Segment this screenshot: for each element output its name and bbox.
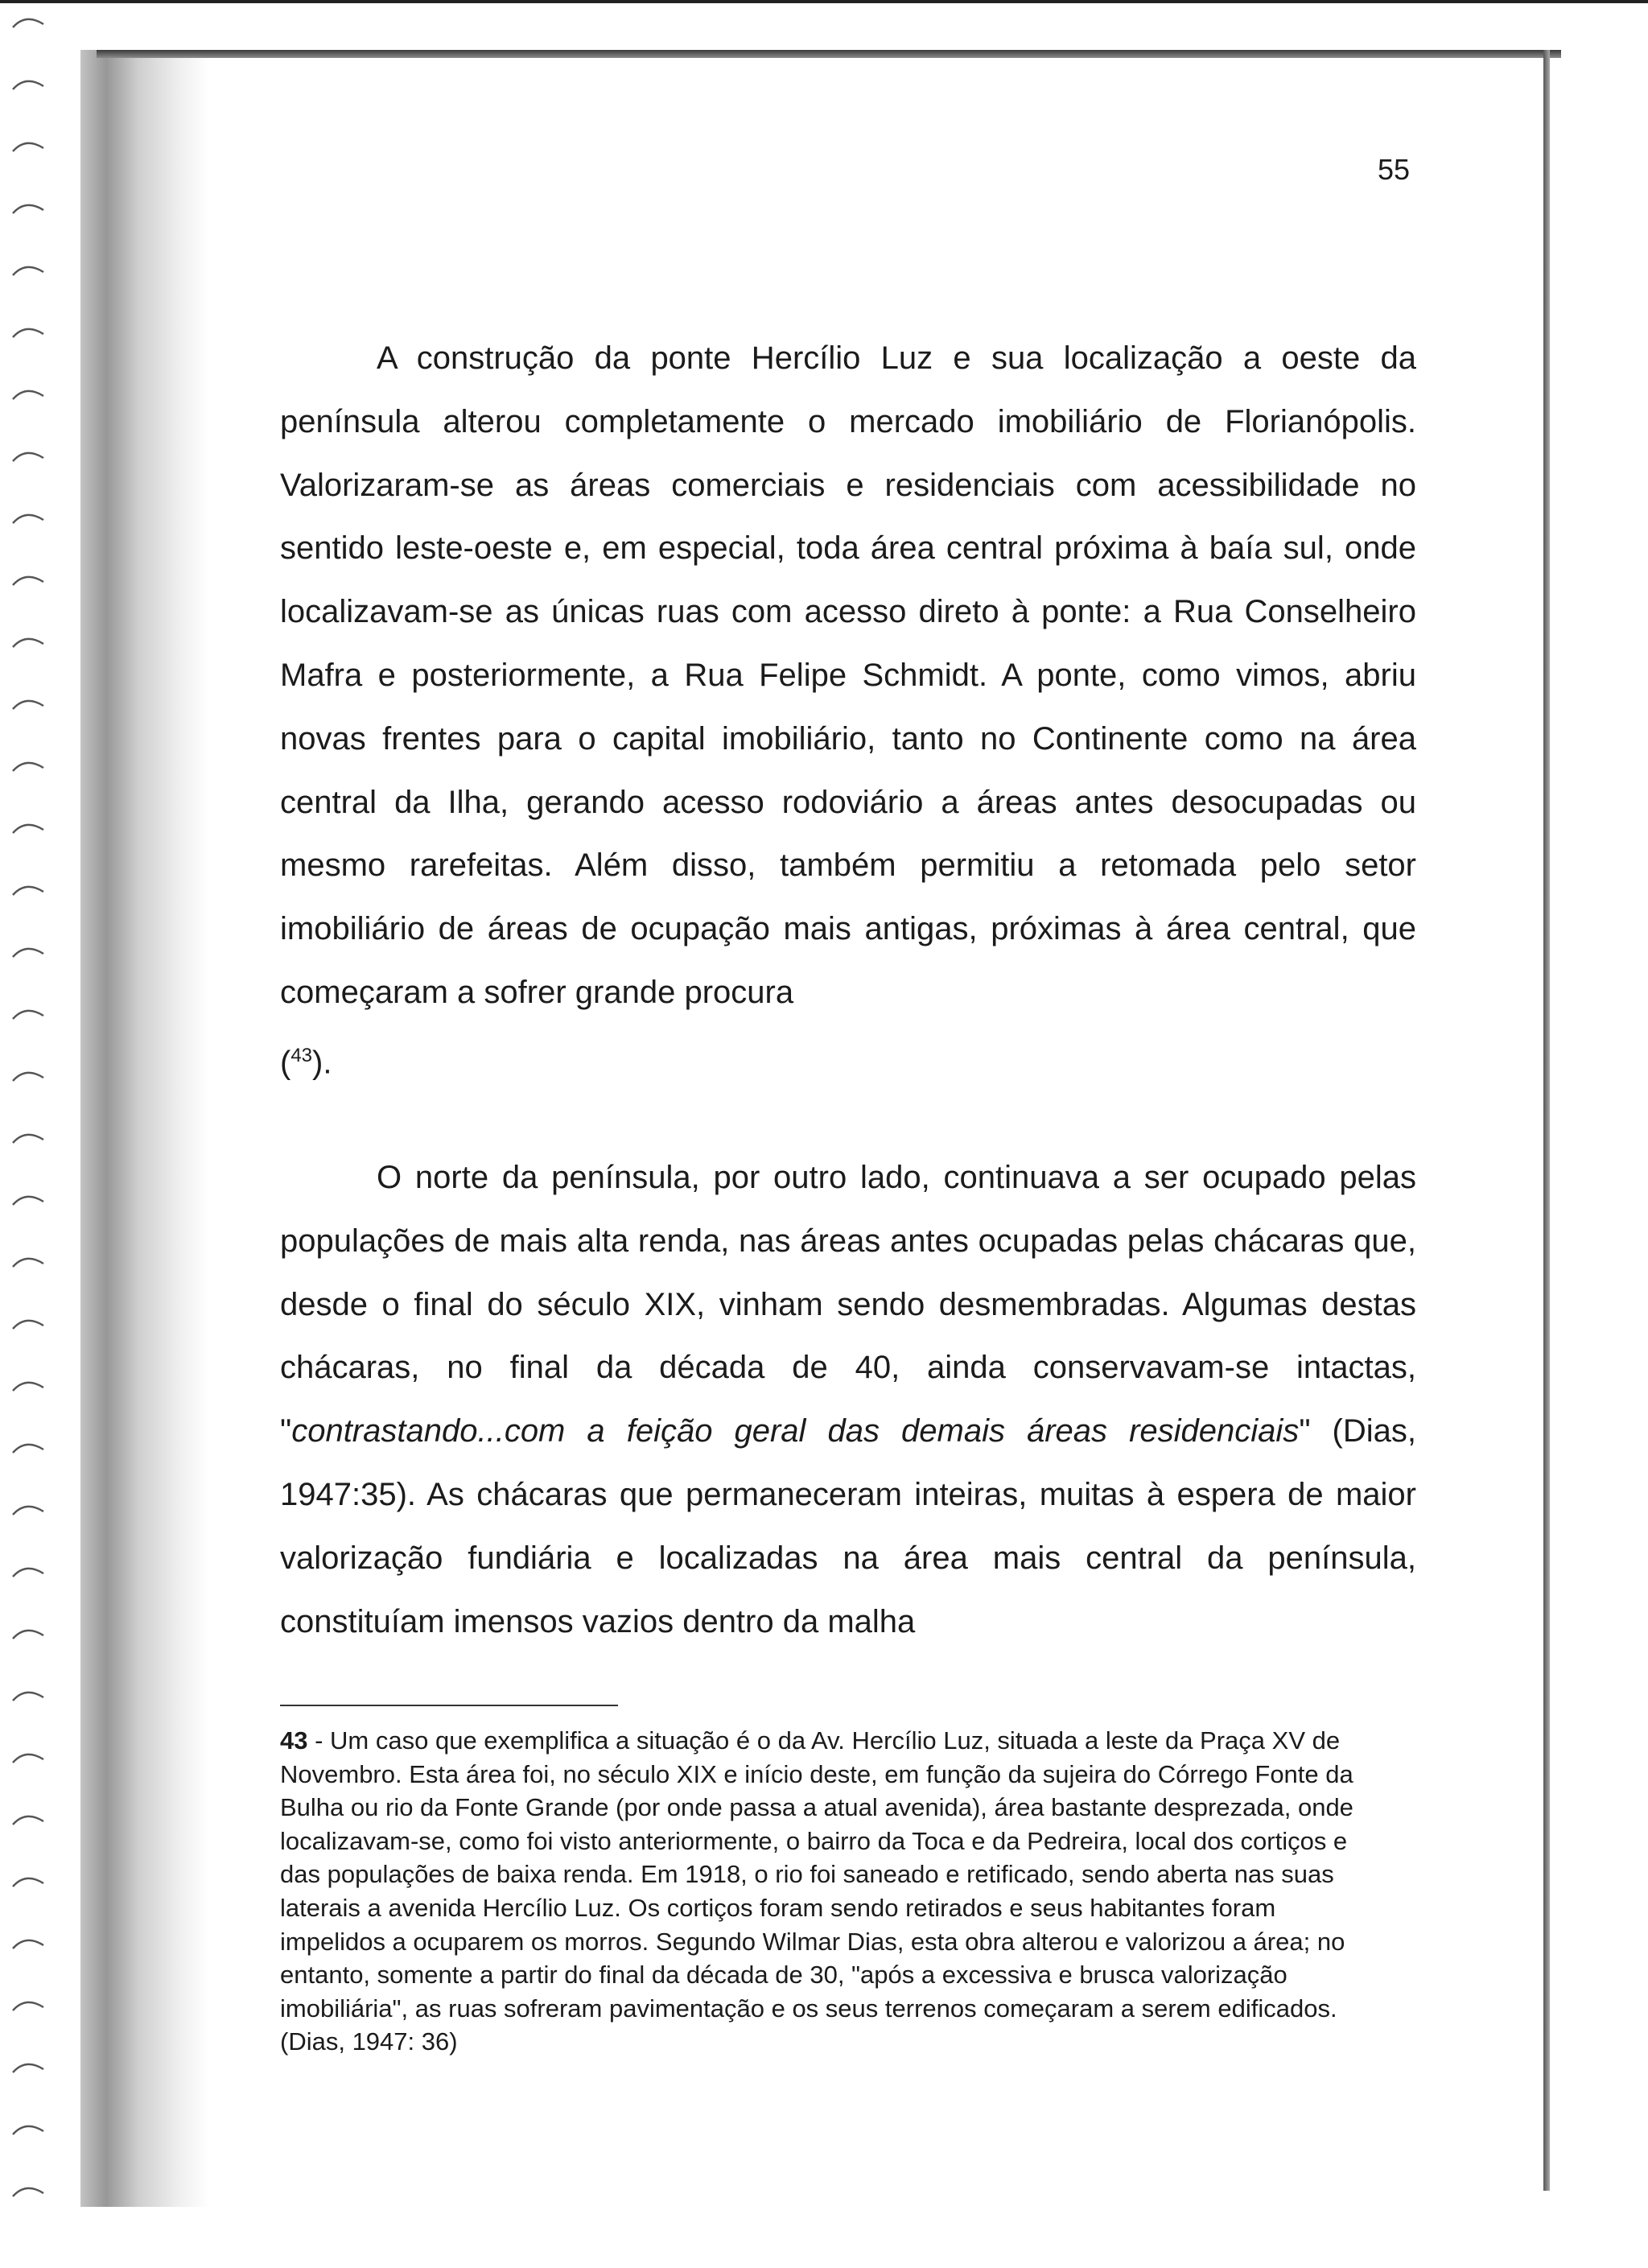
binding-arc bbox=[13, 1940, 43, 1948]
binding-arc bbox=[13, 1878, 43, 1887]
binding-arc bbox=[13, 639, 43, 647]
binding-arc bbox=[13, 515, 43, 523]
paragraph-1-text: A construção da ponte Hercílio Luz e sua localização a oeste da península alterou completamente o mercado imobiliário de Florianópolis. Valorizaram-se as áreas comerciais e residenciais com acessibilidade no sentido leste-oeste e, em especial, toda área central próxima à baía sul, onde localizavam-se as únicas ruas com acesso direto à ponte: a Rua Conselheiro Mafra e posteriormente, a Rua Felipe Schmidt. A ponte, como vimos, abriu novas frentes para o capital imobiliário, tanto no Continente como na área central da Ilha, gerando acesso rodoviário a áreas antes desocupadas ou mesmo rarefeitas. Além disso, também permitiu a retomada pelo setor imobiliário de áreas de ocupação mais antigas, próximas à área central, que começaram a sofrer grande procura bbox=[280, 340, 1416, 1010]
scan-frame-top bbox=[97, 50, 1561, 58]
binding-arc bbox=[13, 267, 43, 275]
binding-arc bbox=[13, 1135, 43, 1143]
binding-arc bbox=[13, 701, 43, 709]
binding-arc bbox=[13, 1693, 43, 1701]
binding-arc bbox=[13, 1507, 43, 1515]
binding-arc bbox=[13, 1259, 43, 1267]
binding-arc bbox=[13, 1631, 43, 1639]
paragraph-2-text-b: " (Dias, 1947:35). As chácaras que permaneceram inteiras, muitas à espera de maior valorização fundiária e localizadas na área mais central da península, constituíam imensos vazios dentro da malha bbox=[280, 1413, 1417, 1639]
footnote-separator bbox=[280, 1705, 618, 1706]
binding-arc bbox=[13, 949, 43, 957]
binding-arc bbox=[13, 825, 43, 833]
binding-arc bbox=[13, 2126, 43, 2134]
paragraph-2-text-a: O norte da península, por outro lado, continuava a ser ocupado pelas populações de mais alta renda, nas áreas antes ocupadas pelas chácaras que, desde o final do século XIX, vinham sendo desmembradas. Algumas destas chácaras, no final da década de 40, ainda conservavam-se intactas, " bbox=[280, 1160, 1416, 1449]
binding-arc bbox=[13, 2002, 43, 2010]
binding-arc bbox=[13, 2188, 43, 2196]
binding-arc bbox=[13, 1073, 43, 1081]
quotation-italic: contrastando...com a feição geral das demais áreas residenciais bbox=[291, 1413, 1300, 1449]
reference-43: 43 bbox=[290, 1044, 313, 1066]
binding-arc bbox=[13, 1321, 43, 1329]
reference-open: ( bbox=[280, 1045, 291, 1081]
binding-arc bbox=[13, 205, 43, 213]
binding-arc bbox=[13, 19, 43, 27]
reference-close: ). bbox=[312, 1045, 332, 1081]
binding-arc bbox=[13, 391, 43, 399]
binding-arc bbox=[13, 577, 43, 585]
page-number: 55 bbox=[1378, 153, 1411, 186]
scan-frame-right bbox=[1543, 50, 1550, 2191]
binding-arc bbox=[13, 1197, 43, 1205]
binding-arc bbox=[13, 81, 43, 89]
binding-arc bbox=[13, 1011, 43, 1019]
footnote-43 bbox=[280, 1724, 1371, 2059]
binding-arc bbox=[13, 887, 43, 895]
binding-arc bbox=[13, 1816, 43, 1825]
binding-arc bbox=[13, 329, 43, 337]
scan-top-edge bbox=[0, 0, 1648, 3]
binding-arc bbox=[13, 1569, 43, 1577]
binding-holes bbox=[8, 0, 72, 2264]
paragraph-1 bbox=[280, 327, 1416, 1095]
binding-arc bbox=[13, 1755, 43, 1763]
binding-arc bbox=[13, 143, 43, 151]
footnote-text: - Um caso que exemplifica a situação é o da Av. Hercílio Luz, situada a leste da Praça XV de Novembro. Esta área foi, no século XIX e início deste, em função da sujeira do Córrego Fonte da Bulha ou rio da Fonte Grande (por onde passa a atual avenida), área bastante desprezada, onde localizavam-se, como foi visto anteriormente, o bairro da Toca e da Pedreira, local dos cortiços e das populações de baixa renda. Em 1918, o rio foi saneado e retificado, sendo aberta nas suas laterais a avenida Hercílio Luz. Os cortiços foram sendo retirados e seus habitantes foram impelidos a ocuparem os morros. Segundo Wilmar Dias, esta obra alterou e valorizou a área; no entanto, somente a partir do final da década de 30, "após a excessiva e brusca valorização imobiliária", as ruas sofreram pavimentação e os seus terrenos começaram a serem edificados. (Dias, 1947: 36) bbox=[280, 1726, 1353, 2056]
paragraph-2 bbox=[280, 1146, 1416, 1653]
binding-arc bbox=[13, 1445, 43, 1453]
binding-arc bbox=[13, 2064, 43, 2072]
binding-arc bbox=[13, 1383, 43, 1391]
scan-binding-shadow bbox=[80, 50, 209, 2207]
binding-arc bbox=[13, 763, 43, 771]
footnote-marker: 43 bbox=[280, 1726, 308, 1755]
binding-arc bbox=[13, 453, 43, 461]
